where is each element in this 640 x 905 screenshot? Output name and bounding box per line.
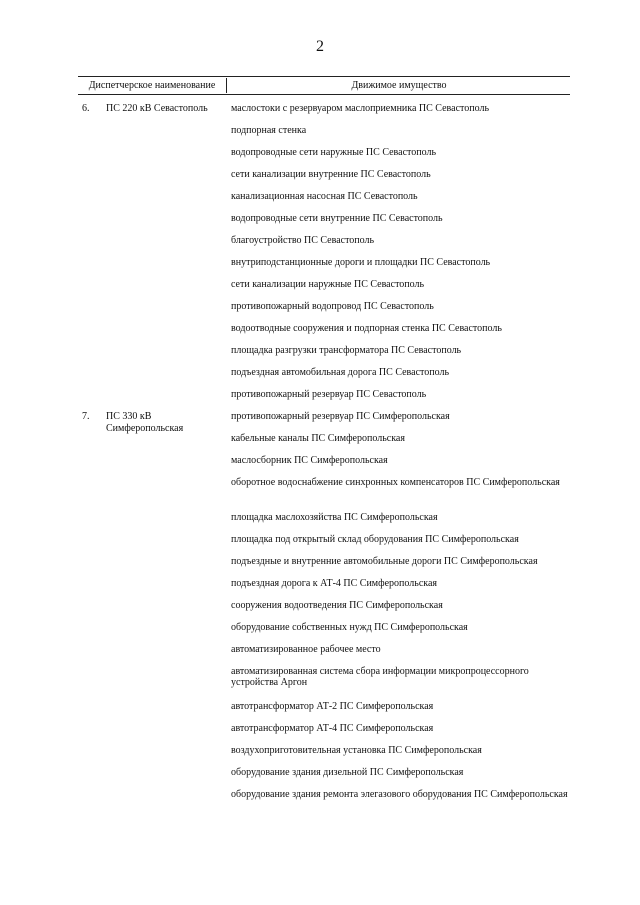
property-item: оборотное водоснабжение синхронных компенсаторов ПС Симферопольская: [231, 477, 560, 488]
property-item: маслосборник ПС Симферопольская: [231, 455, 388, 466]
property-item: подъездная автомобильная дорога ПС Севастополь: [231, 367, 450, 378]
property-item: воздухоприготовительная установка ПС Симферопольская: [231, 745, 482, 756]
header-movable-property: Движимое имущество: [351, 80, 447, 91]
group-number: 7.: [82, 411, 90, 422]
property-item: подъездная дорога к АТ-4 ПС Симферопольская: [231, 578, 438, 589]
property-item: внутриподстанционные дороги и площадки ПС Севастополь: [231, 257, 491, 268]
header-dispatch-name: Диспетчерское наименование: [78, 78, 227, 93]
table-header: [78, 76, 570, 95]
property-item: кабельные каналы ПС Симферопольская: [231, 433, 405, 444]
property-item: противопожарный резервуар ПС Симферопольская: [231, 411, 450, 422]
property-item: площадка разгрузки трансформатора ПС Севастополь: [231, 345, 462, 356]
property-item: площадка под открытый склад оборудования ПС Симферопольская: [231, 534, 519, 545]
property-item: противопожарный водопровод ПС Севастополь: [231, 301, 434, 312]
group-dispatch-name: ПС 330 кВ Симферопольская: [106, 411, 184, 434]
property-item: подъездные и внутренние автомобильные дороги ПС Симферопольская: [231, 556, 538, 567]
group-number: 6.: [82, 103, 90, 114]
property-item: маслостоки с резервуаром маслоприемника ПС Севастополь: [231, 103, 490, 114]
property-item: водопроводные сети наружные ПС Севастополь: [231, 147, 437, 158]
group-dispatch-name: ПС 220 кВ Севастополь: [106, 103, 208, 114]
property-item: оборудование здания дизельной ПС Симферопольская: [231, 767, 464, 778]
property-item: водоотводные сооружения и подпорная стенка ПС Севастополь: [231, 323, 502, 334]
property-item: противопожарный резервуар ПС Севастополь: [231, 389, 427, 400]
property-item: канализационная насосная ПС Севастополь: [231, 191, 418, 202]
property-item: сооружения водоотведения ПС Симферопольская: [231, 600, 443, 611]
property-item: подпорная стенка: [231, 125, 307, 136]
property-item: оборудование здания ремонта элегазового оборудования ПС Симферопольская: [231, 789, 568, 800]
property-item: сети канализации внутренние ПС Севастополь: [231, 169, 431, 180]
property-item: автоматизированное рабочее место: [231, 644, 381, 655]
page-number: 2: [316, 38, 324, 55]
property-item: сети канализации наружные ПС Севастополь: [231, 279, 425, 290]
property-item: автотрансформатор АТ-2 ПС Симферопольская: [231, 701, 434, 712]
property-item: благоустройство ПС Севастополь: [231, 235, 375, 246]
property-item: площадка маслохозяйства ПС Симферопольская: [231, 512, 438, 523]
property-item: оборудование собственных нужд ПС Симферопольская: [231, 622, 468, 633]
property-item: водопроводные сети внутренние ПС Севастополь: [231, 213, 443, 224]
property-item: автоматизированная система сбора информации микропроцессорного устройства Аргон: [231, 666, 529, 688]
property-item: автотрансформатор АТ-4 ПС Симферопольская: [231, 723, 434, 734]
